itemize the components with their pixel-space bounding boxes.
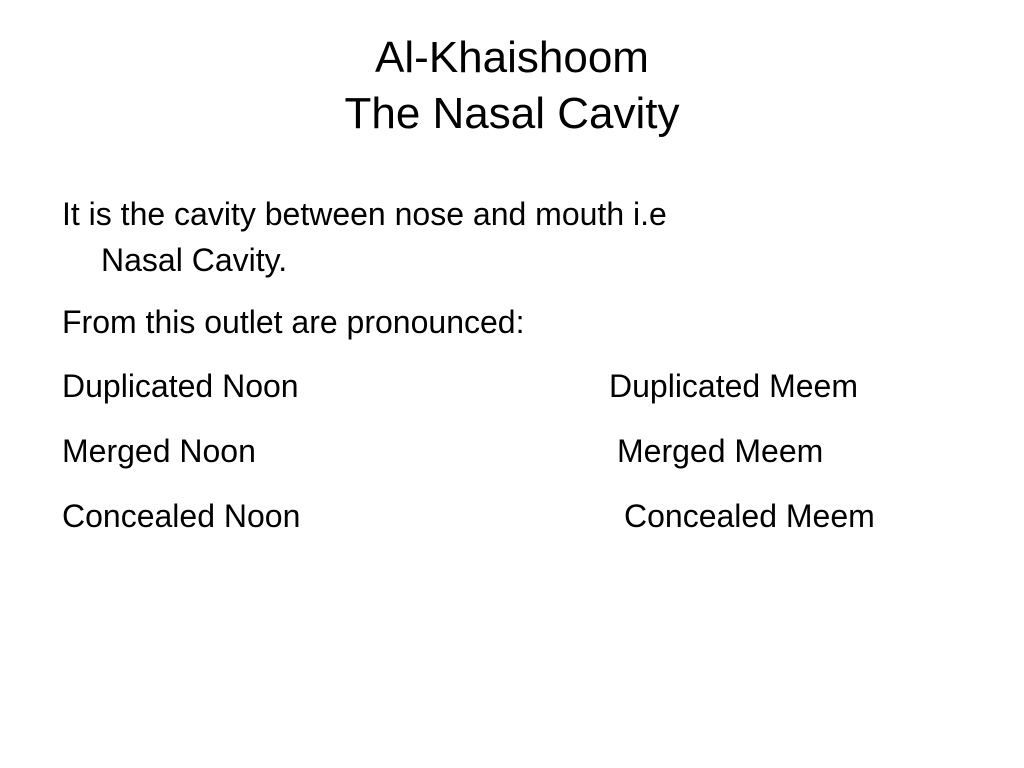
intro-line-1: It is the cavity between nose and mouth i.e	[62, 196, 667, 232]
noon-item: Duplicated Noon	[62, 368, 299, 404]
meem-item: Concealed Meem	[624, 498, 875, 534]
noon-item: Merged Noon	[62, 433, 256, 469]
pair-row	[62, 427, 982, 475]
meem-item: Duplicated Meem	[609, 368, 858, 404]
intro-line-2: Nasal Cavity.	[101, 242, 288, 278]
slide-title	[0, 30, 1024, 142]
intro-paragraph	[62, 190, 982, 282]
meem-item: Merged Meem	[617, 433, 824, 469]
noon-item: Concealed Noon	[62, 498, 301, 534]
slide-body	[62, 190, 982, 557]
outlet-paragraph: From this outlet are pronounced:	[62, 304, 525, 340]
title-line-1: Al-Khaishoom	[375, 33, 649, 82]
pair-row	[62, 362, 982, 410]
title-line-2: The Nasal Cavity	[344, 89, 680, 138]
pair-row	[62, 492, 982, 540]
